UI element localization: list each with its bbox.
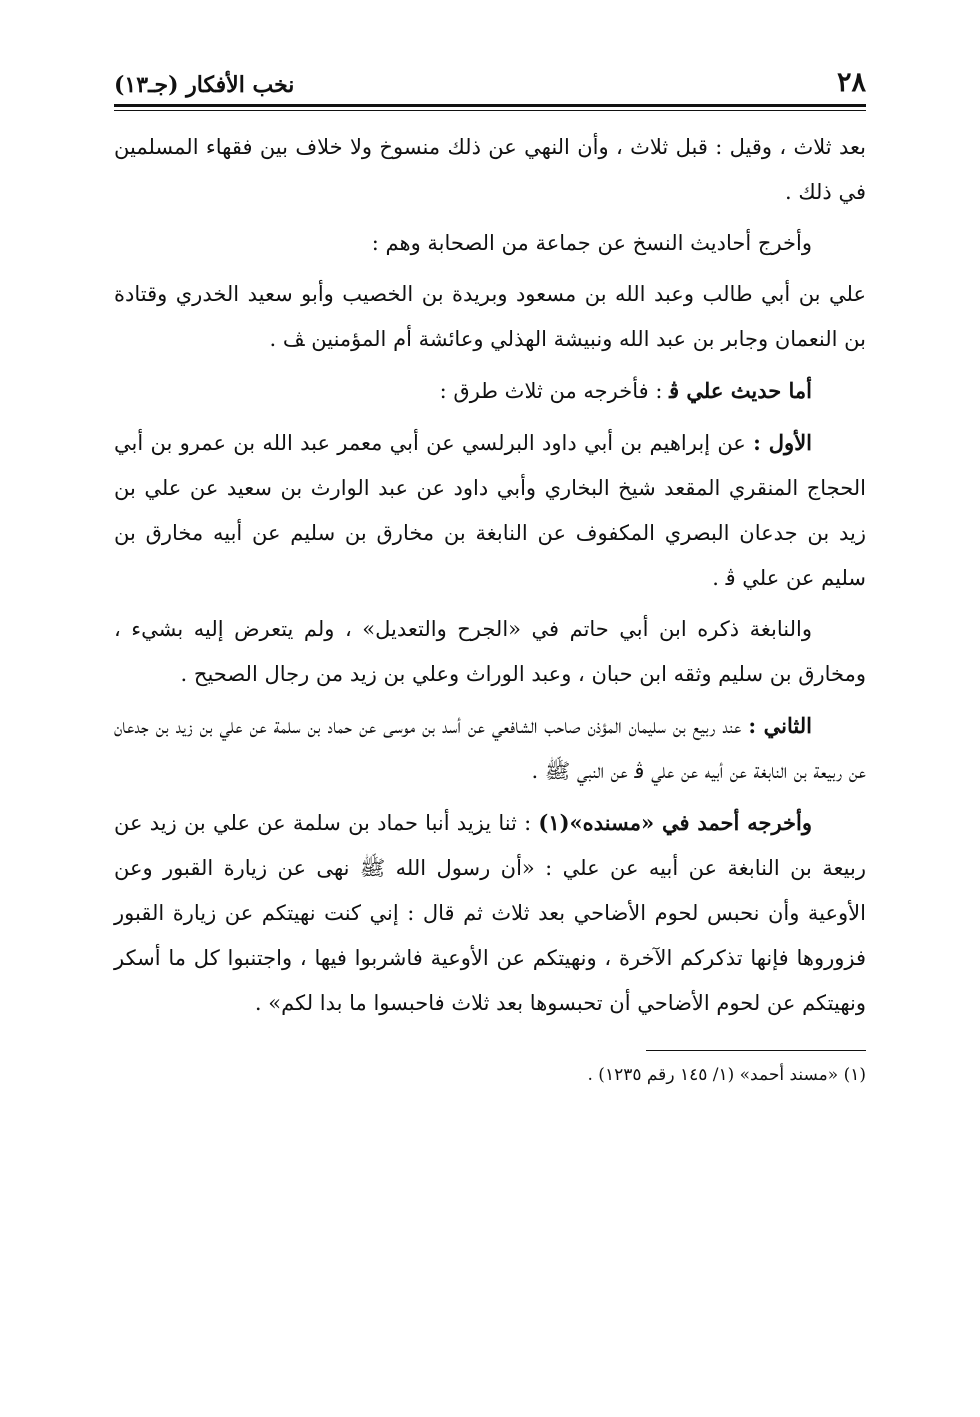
paragraph: وأخرجه أحمد في «مسنده»(١) : ثنا يزيد أنبا حماد بن سلمة عن علي بن زيد عن ربيعة بن النابغة عن أبيه عن علي : «أن رسول الله ﷺ نهى عن زيارة القبور وعن الأوعية وأن نحبس لحوم الأضاحي بعد ثلاث ثم قال : إني كنت نهيتكم عن زيارة القبور فزوروها فإنها تذكركم الآخرة ، ونهيتكم عن الأوعية فاشربوا فيها ، واجتنبوا كل ما أسكر ونهيتكم عن لحوم الأضاحي أن تحبسوها بعد ثلاث فاحبسوا ما بدا لكم» . <box>114 810 866 1015</box>
section-label: الأول : <box>753 430 813 455</box>
page-number: ٢٨ <box>836 67 866 98</box>
paragraph: وأخرج أحاديث النسخ عن جماعة من الصحابة وهم : <box>371 231 812 255</box>
paragraph: علي بن أبي طالب وعبد الله بن مسعود وبريدة بن الخصيب وأبو سعيد الخدري وقتادة بن النعمان وجابر بن عبد الله ونبيشة الهذلي وعائشة أم المؤمنين ﭫ . <box>114 282 866 351</box>
paragraph: والنابغة ذكره ابن أبي حاتم في «الجرح والتعديل» ، ولم يتعرض إليه بشيء ، ومخارق بن سليم وثقه ابن حبان ، وعبد الوراث وعلي بن زيد من رجال الصحيح . <box>114 617 866 686</box>
main-text <box>114 125 866 1026</box>
footnote: (١) «مسند أحمد» (١/ ١٤٥ رقم ١٢٣٥) . <box>587 1065 866 1085</box>
footnotes <box>114 1061 866 1089</box>
page-header <box>114 62 866 96</box>
section-label: أما حديث علي ﭬ <box>669 378 812 403</box>
paragraph: الأول : عن إبراهيم بن أبي داود البرلسي عن أبي معمر عبد الله بن عمرو بن أبي الحجاج المنقري المقعد شيخ البخاري وأبي داود عن عبد الوارث بن سعيد عن علي بن زيد بن جدعان البصري المكفوف عن النابغة بن مخارق بن سليم عن أبيه مخارق بن سليم عن علي ﭬ . <box>114 430 866 590</box>
section-label: وأخرجه أحمد في «مسنده»(١) <box>538 810 812 835</box>
running-title: نخب الأفكار (جـ١٣) <box>114 72 295 98</box>
paragraph: أما حديث علي ﭬ : فأخرجه من ثلاث طرق : <box>439 378 812 403</box>
header-rule-thin <box>114 110 866 111</box>
paragraph: بعد ثلاث ، وقيل : قبل ثلاث ، وأن النهي عن ذلك منسوخ ولا خلاف بين فقهاء المسلمين في ذلك . <box>114 135 866 204</box>
section-label: الثاني : <box>748 713 812 738</box>
footnote-rule <box>646 1050 866 1051</box>
header-rule-thick <box>114 104 866 107</box>
paragraph: الثاني : عند ربيع بن سليمان المؤذن صاحب الشافعي عن أسد بن موسى عن حماد بن سلمة عن علي بن زيد بن جدعان عن ربيعة بن النابغة عن أبيه عن علي ﭬ عن النبي ﷺ . <box>114 713 866 783</box>
